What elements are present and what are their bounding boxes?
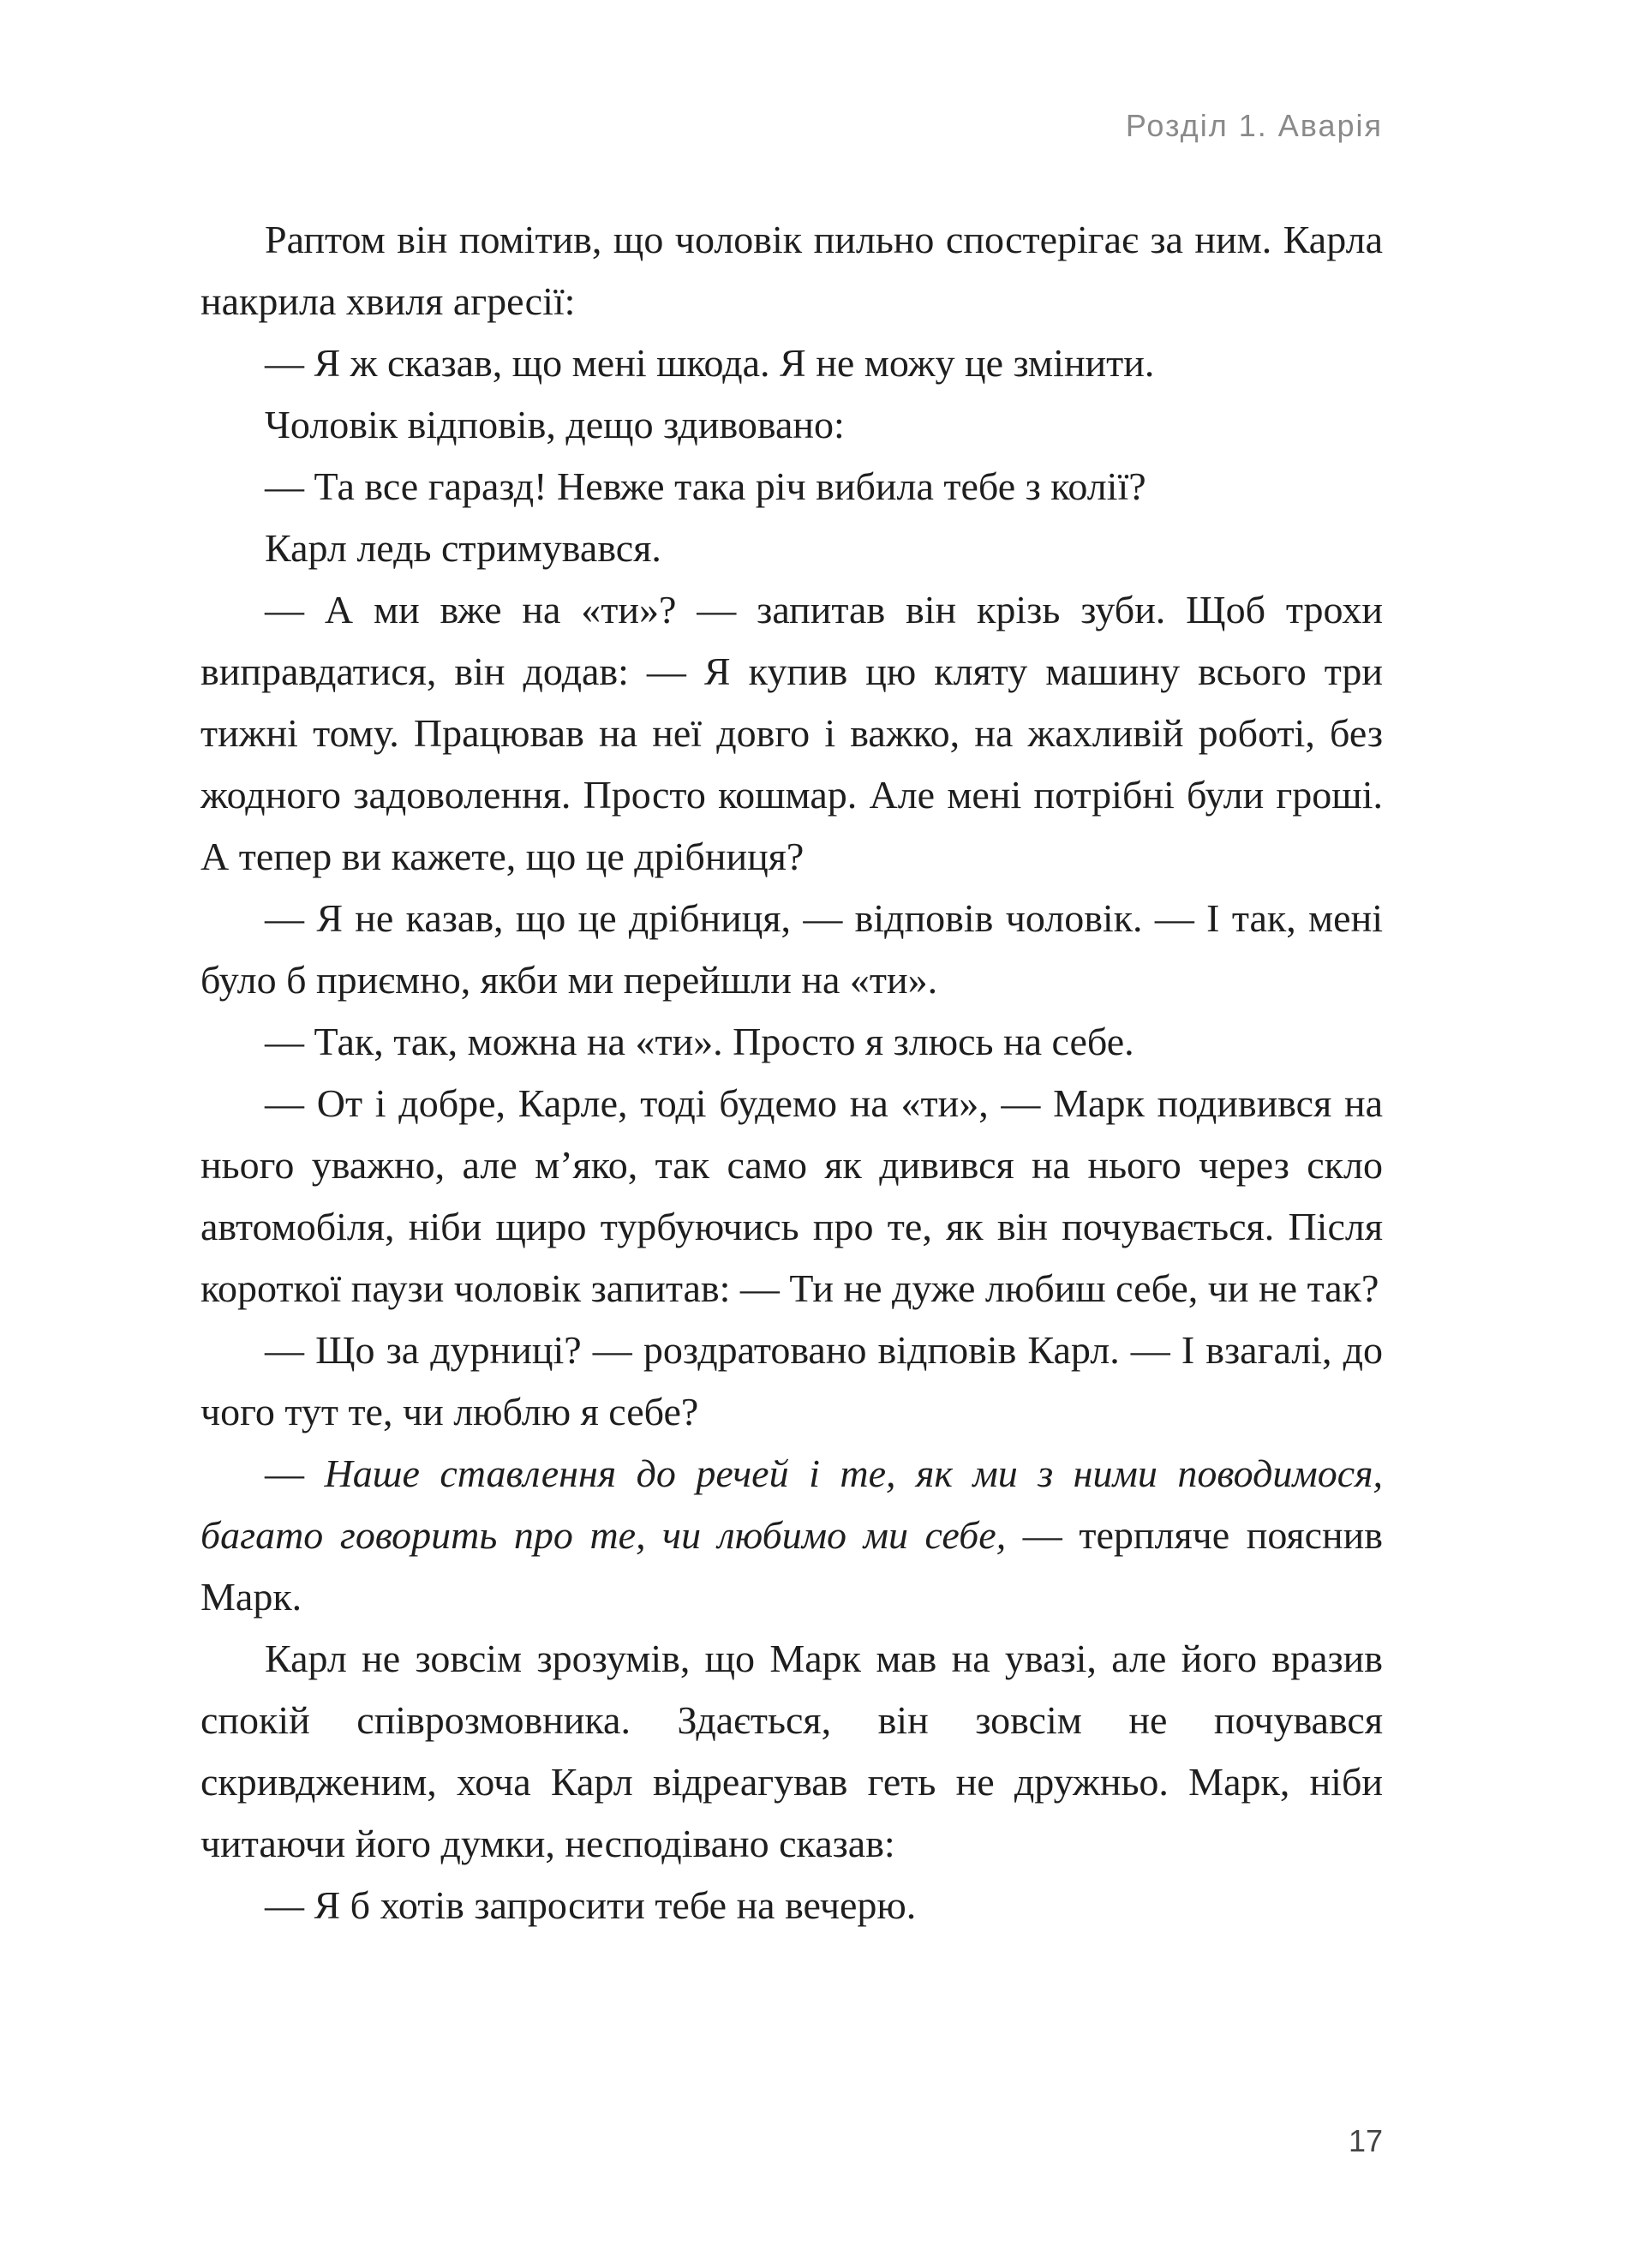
paragraph	[200, 1628, 1383, 1875]
paragraph	[200, 888, 1383, 1011]
running-head: Розділ 1. Аварія	[1125, 108, 1383, 143]
paragraph	[200, 394, 1383, 456]
paragraph-dash-prefix: —	[265, 1451, 325, 1495]
paragraph-text: — Я не казав, що це дрібниця, — відповів чоловік. — І так, мені було б приємно, якби ми перейшли на «ти».	[200, 896, 1383, 1002]
paragraph-text: — Я б хотів запросити тебе на вечерю.	[265, 1883, 917, 1927]
paragraph-text: Раптом він помітив, що чоловік пильно спостерігає за ним. Карла накрила хвиля агресії:	[200, 218, 1383, 323]
paragraph-text: — Та все гаразд! Невже така річ вибила тебе з колії?	[265, 464, 1146, 508]
paragraph-text: Чоловік відповів, дещо здивовано:	[265, 403, 845, 446]
paragraph-text: — Що за дурниці? — роздратовано відповів Карл. — І взагалі, до чого тут те, чи люблю я себе?	[200, 1328, 1383, 1433]
paragraph	[200, 1073, 1383, 1320]
paragraph	[200, 1443, 1383, 1628]
paragraph	[200, 1320, 1383, 1443]
paragraph-text: — От і добре, Карле, тоді будемо на «ти», — Марк подивився на нього уважно, але м’яко, так само як дивився на нього через скло автомобіля, ніби щиро турбуючись про те, як він почувається. Після короткої паузи чоловік запитав: — Ти не дуже любиш себе, чи не так?	[200, 1081, 1383, 1310]
page-number: 17	[1348, 2123, 1383, 2158]
paragraph	[200, 456, 1383, 518]
paragraph	[200, 209, 1383, 332]
paragraph	[200, 1875, 1383, 1936]
paragraph	[200, 518, 1383, 579]
paragraph-text: Карл не зовсім зрозумів, що Марк мав на увазі, але його вразив спокій співрозмовника. Здається, він зовсім не почувався скривдженим, хоча Карл відреагував геть не дружньо. Марк, ніби читаючи його думки, несподівано сказав:	[200, 1637, 1383, 1865]
paragraph-italic-text: Наше ставлення до речей і те, як ми з ними поводимося, багато говорить про те, чи любимо ми себе,	[200, 1451, 1384, 1557]
paragraph-text: — А ми вже на «ти»? — запитав він крізь зуби. Щоб трохи виправдатися, він додав: — Я купив цю кляту машину всього три тижні тому. Працював на неї довго і важко, на жахливій роботі, без жодного задоволення. Просто кошмар. Але мені потрібні були гроші. А тепер ви кажете, що це дрібниця?	[200, 588, 1383, 878]
paragraph-text: — Так, так, можна на «ти». Просто я злюсь на себе.	[265, 1020, 1134, 1063]
paragraph	[200, 332, 1383, 394]
paragraph-text: — Я ж сказав, що мені шкода. Я не можу це змінити.	[265, 341, 1155, 385]
text-block	[200, 209, 1383, 1936]
paragraph-text: — терпляче пояснив Марк.	[200, 1513, 1383, 1619]
paragraph	[200, 1011, 1383, 1073]
paragraph	[200, 579, 1383, 888]
paragraph-text: Карл ледь стримувався.	[265, 526, 661, 570]
